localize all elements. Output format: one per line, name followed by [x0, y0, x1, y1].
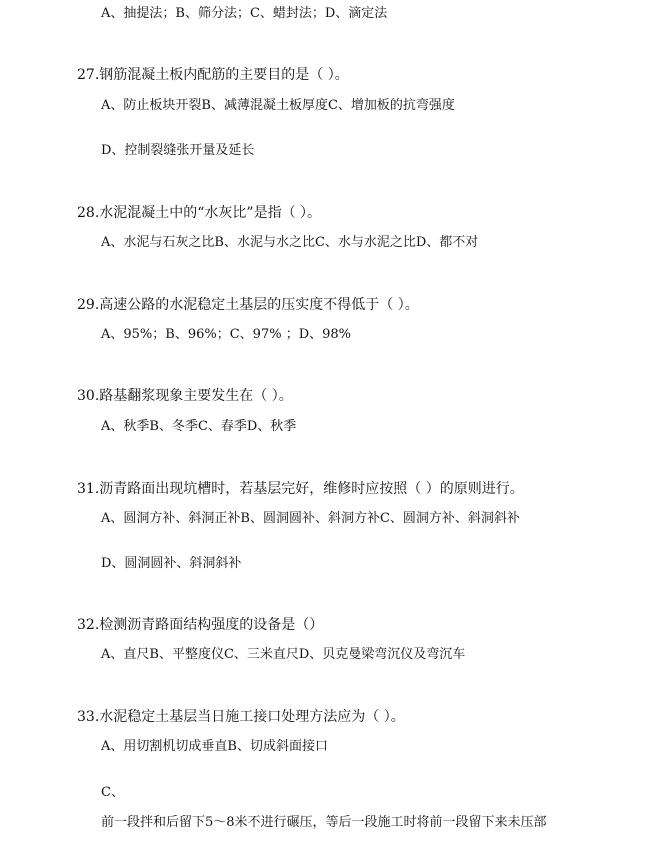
q27-option-d: D、控制裂缝张开量及延长 — [101, 143, 255, 158]
q33-option-c-text: 前一段拌和后留下5～8米不进行碾压，等后一段施工时将前一段留下来未压部 — [101, 815, 547, 830]
q31-options: A、圆洞方补、斜洞正补B、圆洞圆补、斜洞方补C、圆洞方补、斜洞斜补 — [101, 511, 520, 526]
question-27: 27.钢筋混凝土板内配筋的主要目的是（ ）。 — [77, 67, 349, 83]
q27-options: A、防止板块开裂B、减薄混凝土板厚度C、增加板的抗弯强度 — [101, 98, 455, 113]
q33-option-c-label: C、 — [101, 785, 124, 800]
question-29: 29.高速公路的水泥稳定土基层的压实度不得低于（ ）。 — [77, 297, 419, 313]
q26-options: A、抽提法；B、筛分法；C、蜡封法；D、滴定法 — [101, 6, 388, 21]
question-33: 33.水泥稳定土基层当日施工接口处理方法应为（ ）。 — [77, 709, 405, 725]
q32-options: A、直尺B、平整度仪C、三米直尺D、贝克曼梁弯沉仪及弯沉车 — [101, 647, 466, 662]
question-32: 32.检测沥青路面结构强度的设备是（） — [77, 617, 324, 633]
q30-options: A、秋季B、冬季C、春季D、秋季 — [101, 419, 297, 434]
q33-options: A、用切割机切成垂直B、切成斜面接口 — [101, 739, 328, 754]
question-30: 30.路基翻浆现象主要发生在（ ）。 — [77, 388, 293, 404]
q28-options: A、水泥与石灰之比B、水泥与水之比C、水与水泥之比D、都不对 — [101, 235, 479, 250]
question-28: 28.水泥混凝土中的“水灰比”是指（ ）。 — [77, 205, 322, 221]
q31-option-d: D、圆洞圆补、斜洞斜补 — [101, 556, 242, 571]
question-31: 31.沥青路面出现坑槽时，若基层完好，维修时应按照（ ）的原则进行。 — [77, 481, 524, 497]
q29-options: A、95%；B、96%；C、97% ；D、98% — [101, 327, 352, 342]
